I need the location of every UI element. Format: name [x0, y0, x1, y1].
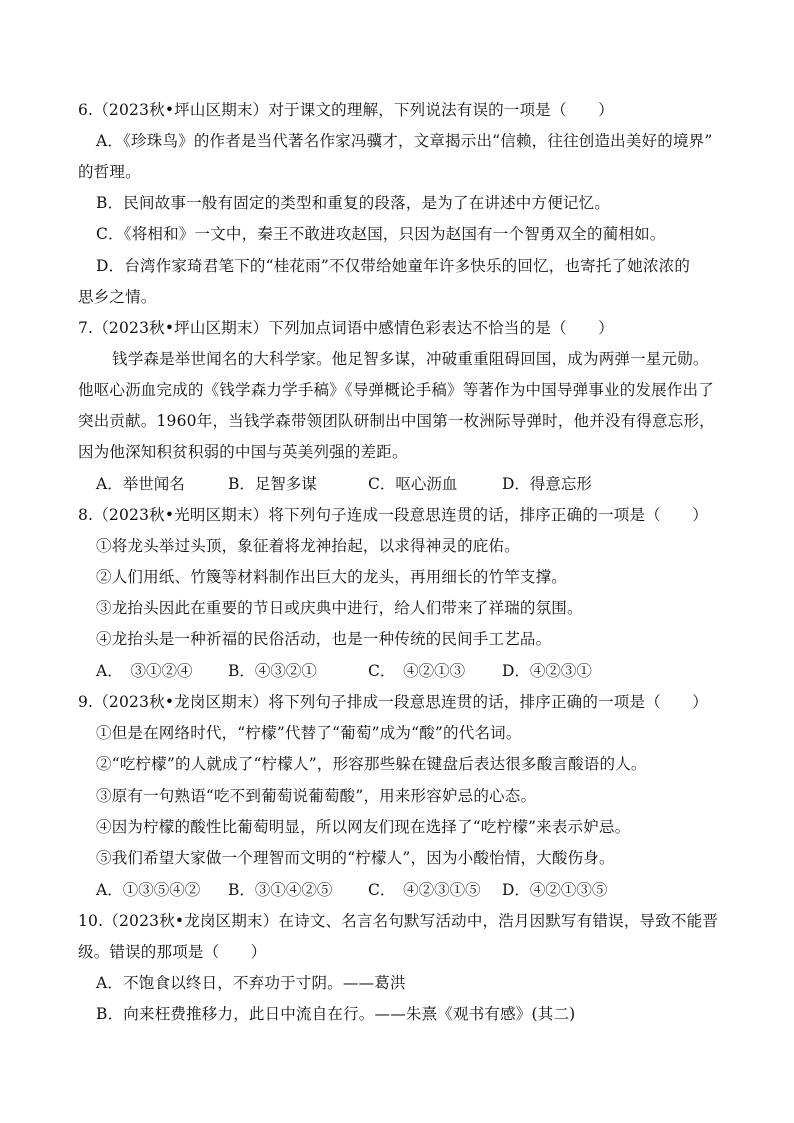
q6-option-c: C．《将相和》一文中，秦王不敢进攻赵国，只因为赵国有一个智勇双全的蔺相如。 — [96, 225, 666, 243]
q7-option-a: A．举世闻名 — [96, 475, 185, 493]
q6-option-a-line1: A．《珍珠鸟》的作者是当代著名作家冯骥才，文章揭示出“信赖，往往创造出美好的境界” — [96, 132, 713, 150]
q8-sentence-3: ③龙抬头因此在重要的节日或庆典中进行，给人们带来了祥瑞的氛围。 — [96, 599, 583, 617]
q7-passage-line3: 突出贡献。1960年，当钱学森带领团队研制出中国第一枚洲际导弹时，他并没有得意忘形， — [78, 412, 715, 430]
q8-option-a: A． ③①②④ — [96, 662, 193, 680]
q9-option-b: B．③①④②⑤ — [228, 881, 333, 899]
q9-option-a: A．①③⑤④② — [96, 881, 201, 899]
q8-sentence-1: ①将龙头举过头顶，象征着将龙神抬起，以求得神灵的庇佑。 — [96, 537, 520, 555]
q10-option-b: B．向来枉费推移力，此日中流自在行。——朱熹《观书有感》(其二) — [96, 1005, 576, 1023]
q7-option-c: C．呕心沥血 — [368, 475, 458, 493]
q9-sentence-4: ④因为柠檬的酸性比葡萄明显，所以网友们现在选择了“吃柠檬”来表示妒忌。 — [96, 818, 631, 836]
q9-sentence-1: ①但是在网络时代，“柠檬”代替了“葡萄”成为“酸”的代名词。 — [96, 724, 522, 742]
q8-sentence-4: ④龙抬头是一种祈福的民俗活动，也是一种传统的民间手工艺品。 — [96, 630, 552, 648]
q9-sentence-2: ②“吃柠檬”的人就成了“柠檬人”，形容那些躲在键盘后表达很多酸言酸语的人。 — [96, 755, 647, 773]
q8-option-c: C． ④②①③ — [368, 662, 466, 680]
q8-stem: 8.（2023秋•光明区期末）将下列句子连成一段意思连贯的话，排序正确的一项是（ ） — [78, 506, 708, 524]
q6-stem: 6.（2023秋•坪山区期末）对于课文的理解，下列说法有误的一项是（ ） — [78, 101, 614, 119]
q7-passage-line4: 因为他深知积贫积弱的中国与英美列强的差距。 — [78, 443, 408, 461]
q10-option-a: A．不饱食以终日，不弃功于寸阴。——葛洪 — [96, 974, 406, 992]
q8-option-d: D．④②③① — [502, 662, 592, 680]
q6-option-b: B．民间故事一般有固定的类型和重复的段落，是为了在讲述中方便记忆。 — [96, 194, 610, 212]
q7-stem: 7.（2023秋•坪山区期末）下列加点词语中感情色彩表达不恰当的是（ ） — [78, 319, 614, 337]
q9-sentence-3: ③原有一句熟语“吃不到葡萄说葡萄酸”，用来形容妒忌的心态。 — [96, 787, 537, 805]
q9-option-c: C． ④②③①⑤ — [368, 881, 481, 899]
q7-option-b: B．足智多谋 — [228, 475, 317, 493]
q7-option-d: D．得意忘形 — [502, 475, 592, 493]
q8-option-b: B．④③②① — [228, 662, 317, 680]
q6-option-a-line2: 的哲理。 — [78, 163, 141, 181]
q10-stem-line2: 级。错误的那项是（ ） — [78, 943, 267, 961]
q10-stem-line1: 10.（2023秋•龙岗区期末）在诗文、名言名句默写活动中，浩月因默写有错误，导致不能晋 — [78, 912, 719, 930]
q7-passage-line1: 钱学森是举世闻名的大科学家。他足智多谋，冲破重重阻碍回国，成为两弹一星元勋。 — [112, 350, 709, 368]
q9-sentence-5: ⑤我们希望大家做一个理智而文明的“柠檬人”，因为小酸怡情，大酸伤身。 — [96, 849, 615, 867]
q6-option-d-line2: 思乡之情。 — [78, 288, 157, 306]
q8-sentence-2: ②人们用纸、竹篾等材料制作出巨大的龙头，再用细长的竹竿支撑。 — [96, 568, 568, 586]
q7-passage-line2: 他呕心沥血完成的《钱学森力学手稿》《导弹概论手稿》等著作为中国导弹事业的发展作出了 — [78, 381, 714, 399]
q9-stem: 9.（2023秋•龙岗区期末）将下列句子排成一段意思连贯的话，排序正确的一项是（ ） — [78, 693, 708, 711]
q6-option-d-line1: D．台湾作家琦君笔下的“桂花雨”不仅带给她童年许多快乐的回忆，也寄托了她浓浓的 — [96, 257, 691, 275]
q9-option-d: D．④②①③⑤ — [502, 881, 608, 899]
